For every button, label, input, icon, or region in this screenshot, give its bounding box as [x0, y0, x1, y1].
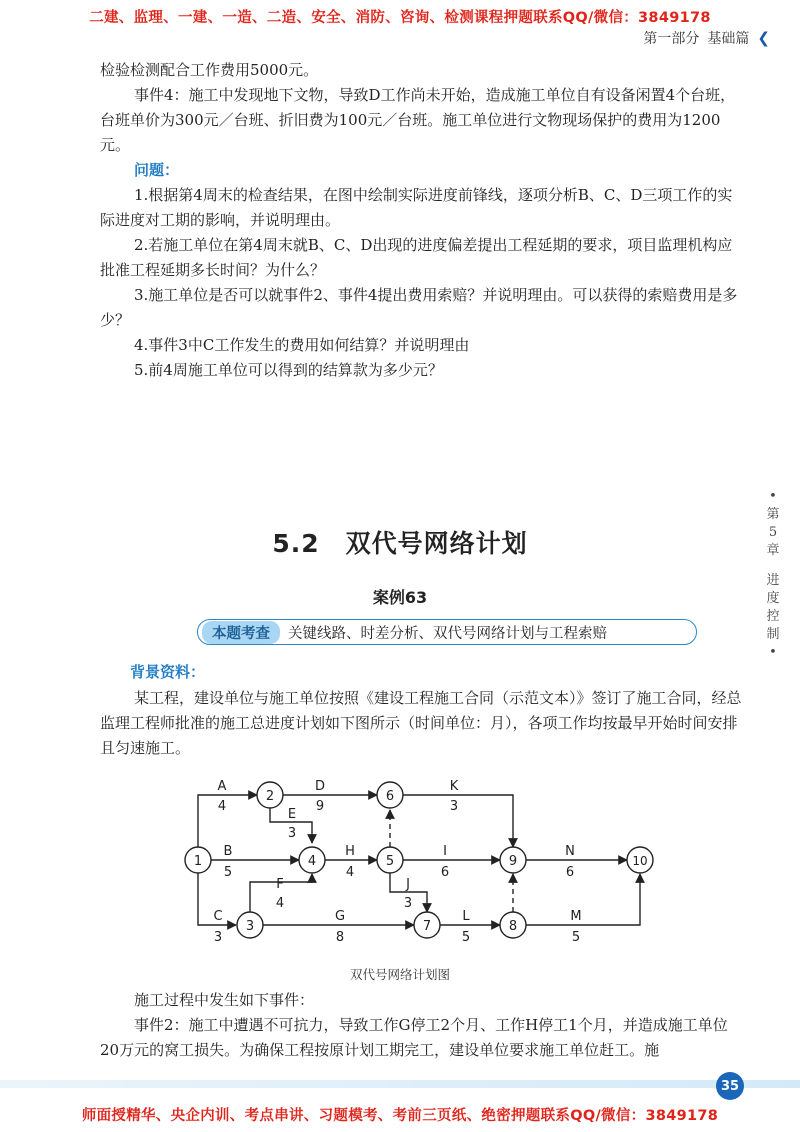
activity-duration: 5: [461, 930, 471, 945]
diagram-caption: 双代号网络计划图: [349, 967, 450, 982]
activity-name: H: [345, 844, 355, 859]
activity-name: L: [462, 909, 470, 924]
side-tab-char: 章: [766, 543, 780, 558]
activity-name: G: [334, 909, 346, 924]
top-text-block: [100, 58, 745, 383]
activity-name: A: [217, 779, 227, 794]
question-4: 4.事件3中C工作发生的费用如何结算？并说明理由: [134, 336, 470, 354]
activity-duration: 5: [571, 930, 581, 945]
side-tab-char: 进: [766, 573, 780, 588]
side-tab-char: •: [769, 489, 777, 504]
activity-duration: 3: [403, 896, 413, 911]
part-name: 基础篇: [707, 31, 750, 47]
activity-duration: 4: [217, 799, 227, 814]
node-7: [414, 912, 440, 938]
questions-label: 问题：: [134, 161, 180, 179]
activity-name: M: [570, 909, 582, 924]
background-paragraph: 某工程，建设单位与施工单位按照《建设工程施工合同（示范文本）》签订了施工合同，经总监理工程师批准的施工总进度计划如下图所示（时间单位：月），各项工作均按最早开始时间安排且匀速施工。: [100, 689, 742, 757]
activity-name: J: [406, 877, 410, 892]
node-label: 1: [193, 854, 203, 869]
background-label: 背景资料：: [130, 663, 206, 681]
activity-name: K: [449, 779, 459, 794]
chapter-side-tab: [764, 488, 782, 662]
activity-duration: 4: [275, 896, 285, 911]
chevron-left-icon: ❮: [757, 29, 770, 47]
node-6: [377, 782, 403, 808]
activity-duration: 6: [440, 865, 450, 880]
activity-name: B: [223, 844, 233, 859]
event4-paragraph: 事件4：施工中发现地下文物，导致D工作尚未开始，造成施工单位自有设备闲置4个台班，台班单价为300元／台班、折旧费为100元／台班。施工单位进行文物现场保护的费用为1200元。: [100, 86, 736, 154]
bottom-promo-banner: 师面授精华、央企内训、考点串讲、习题模考、考前三页纸、绝密押题联系QQ/微信：3849178: [81, 1108, 719, 1124]
question-2: 2.若施工单位在第4周末就B、C、D出现的进度偏差提出工程延期的要求，项目监理机构应批准工程延期多长时间？为什么？: [100, 236, 733, 279]
node-label: 7: [422, 919, 432, 934]
node-5: [377, 847, 403, 873]
activity-name: I: [443, 844, 447, 859]
activity-duration: 3: [213, 930, 223, 945]
side-tab-char: 5: [768, 525, 778, 540]
node-label: 8: [508, 919, 518, 934]
topic-box: [197, 619, 697, 645]
node-2: [257, 782, 283, 808]
question-1: 1.根据第4周末的检查结果，在图中绘制实际进度前锋线，逐项分析B、C、D三项工作的实际进度对工期的影响，并说明理由。: [100, 186, 733, 229]
arrow-m: [526, 874, 640, 925]
node-8: [500, 912, 526, 938]
activity-duration: 4: [345, 865, 355, 880]
node-9: [500, 847, 526, 873]
page-number-badge: 35: [716, 1072, 744, 1100]
side-tab-char: 第: [766, 507, 780, 522]
running-header: [643, 28, 770, 48]
node-label: 3: [245, 919, 255, 934]
node-label: 2: [265, 789, 275, 804]
top-promo-banner: 二建、监理、一建、一造、二造、安全、消防、咨询、检测课程押题联系QQ/微信：3849178: [89, 10, 711, 26]
node-1: [185, 847, 211, 873]
activity-name: F: [276, 877, 284, 892]
activity-name: D: [314, 779, 326, 794]
activity-name: C: [213, 909, 223, 924]
node-label: 9: [508, 854, 518, 869]
node-label: 6: [385, 789, 395, 804]
node-label: 4: [307, 854, 317, 869]
case-title: 案例63: [372, 588, 428, 607]
node-label: 10: [632, 854, 648, 868]
activity-duration: 8: [335, 930, 345, 945]
activity-name: E: [287, 807, 297, 822]
bottom-text-block: [100, 988, 745, 1063]
side-tab-char: 度: [766, 591, 780, 606]
node-10: [627, 847, 653, 873]
section-title: 5.2 双代号网络计划: [272, 529, 528, 558]
node-label: 5: [385, 854, 395, 869]
activity-duration: 3: [449, 799, 459, 814]
side-tab-char: 制: [766, 627, 780, 642]
side-tab-gap: [764, 560, 782, 572]
text-line: 检验检测配合工作费用5000元。: [100, 61, 319, 79]
activity-name: N: [565, 844, 575, 859]
node-4: [299, 847, 325, 873]
question-5: 5.前4周施工单位可以得到的结算款为多少元？: [134, 361, 443, 379]
network-diagram: [170, 770, 670, 970]
part-label: 第一部分: [643, 31, 700, 47]
topic-text: 关键线路、时差分析、双代号网络计划与工程索赔: [288, 625, 607, 642]
bottom-decor-strip: [0, 1080, 800, 1088]
node-3: [237, 912, 263, 938]
activity-duration: 9: [315, 799, 325, 814]
question-3: 3.施工单位是否可以就事件2、事件4提出费用索赔？并说明理由。可以获得的索赔费用是多少？: [100, 286, 738, 329]
topic-tag: 本题考查: [202, 621, 280, 644]
activity-duration: 6: [565, 865, 575, 880]
activity-duration: 5: [223, 865, 233, 880]
events-intro: 施工过程中发生如下事件：: [134, 991, 315, 1009]
side-tab-char: 控: [766, 609, 780, 624]
activity-duration: 3: [287, 826, 297, 841]
background-text-block: [100, 686, 745, 761]
side-tab-char: •: [769, 645, 777, 660]
event2-paragraph: 事件2：施工中遭遇不可抗力，导致工作G停工2个月、工作H停工1个月，并造成施工单位20万元的窝工损失。为确保工程按原计划工期完工，建设单位要求施工单位赶工。施: [100, 1016, 728, 1059]
